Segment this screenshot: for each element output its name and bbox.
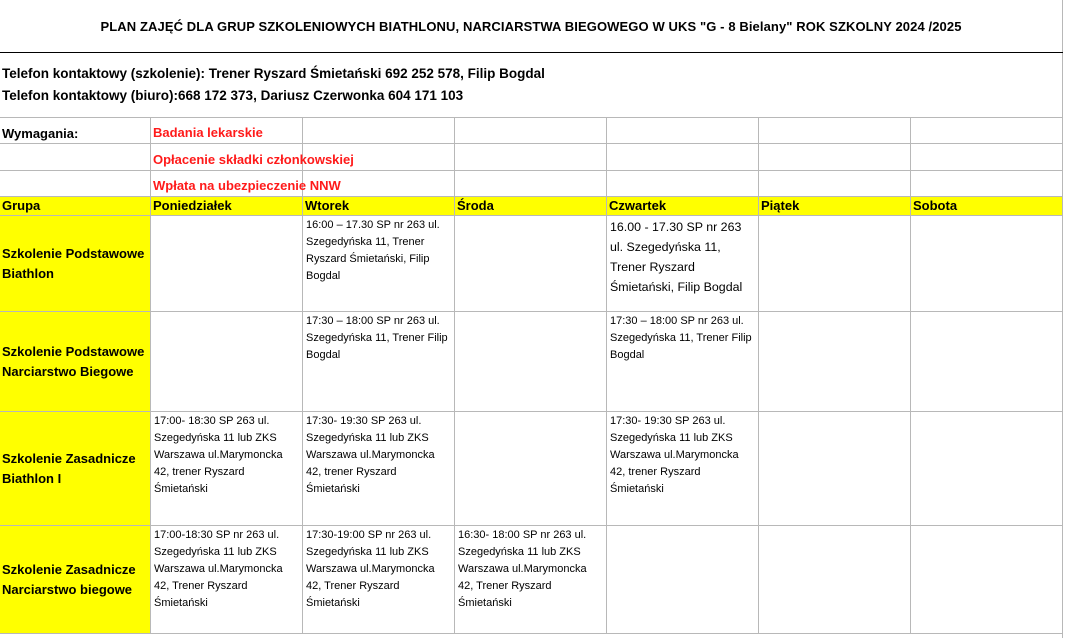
schedule-cell: 16:00 – 17.30 SP nr 263 ul. Szegedyńska 11, Trener Ryszard Śmietański, Filip Bogdal — [306, 219, 440, 282]
header-monday: Poniedziałek — [151, 197, 302, 215]
grid-line — [0, 215, 1063, 216]
contact-office-phone: Telefon kontaktowy (biuro):668 172 373, Dariusz Czerwonka 604 171 103 — [2, 88, 464, 103]
requirement-item: Opłacenie składki członkowskiej — [153, 152, 354, 167]
group-name: Szkolenie Podstawowe Narciarstwo Biegowe — [2, 343, 145, 379]
grid-line — [0, 170, 1063, 171]
grid-line — [0, 52, 1063, 53]
header-thursday: Czwartek — [607, 197, 758, 215]
grid-line — [910, 117, 911, 633]
group-cell — [0, 526, 150, 633]
grid-line — [0, 117, 1063, 118]
requirement-item: Wpłata na ubezpieczenie NNW — [153, 178, 341, 193]
header-friday: Piątek — [759, 197, 910, 215]
schedule-cell: 16.00 - 17.30 SP nr 263 ul. Szegedyńska 11, Trener Ryszard Śmietański, Filip Bogdal — [610, 220, 743, 294]
schedule-cell: 17:30 – 18:00 SP nr 263 ul. Szegedyńska 11, Trener Filip Bogdal — [306, 315, 448, 361]
group-cell — [0, 216, 150, 311]
schedule-cell: 17:30- 19:30 SP 263 ul. Szegedyńska 11 lub ZKS Warszawa ul.Marymoncka 42, trener Ryszard Śmietański — [306, 415, 435, 495]
header-wednesday: Środa — [455, 197, 606, 215]
group-cell — [0, 412, 150, 525]
schedule-cell: 16:30- 18:00 SP nr 263 ul. Szegedyńska 11 lub ZKS Warszawa ul.Marymoncka 42, Trener Ryszard Śmietański — [458, 529, 587, 609]
contact-training-phone: Telefon kontaktowy (szkolenie): Trener Ryszard Śmietański 692 252 578, Filip Bogdal — [2, 66, 545, 81]
group-name: Szkolenie Podstawowe Biathlon — [2, 245, 145, 281]
header-tuesday: Wtorek — [303, 197, 454, 215]
schedule-cell: 17:30- 19:30 SP 263 ul. Szegedyńska 11 lub ZKS Warszawa ul.Marymoncka 42, trener Ryszard Śmietański — [610, 415, 739, 495]
group-name: Szkolenie Zasadnicze Narciarstwo biegowe — [2, 561, 136, 597]
schedule-cell: 17:00-18:30 SP nr 263 ul. Szegedyńska 11 lub ZKS Warszawa ul.Marymoncka 42, Trener Ryszard Śmietański — [154, 529, 283, 609]
schedule-cell: 17:30-19:00 SP nr 263 ul. Szegedyńska 11 lub ZKS Warszawa ul.Marymoncka 42, Trener Ryszard Śmietański — [306, 529, 435, 609]
page-title: PLAN ZAJĘĆ DLA GRUP SZKOLENIOWYCH BIATHLONU, NARCIARSTWA BIEGOWEGO W UKS "G - 8 Bielany" ROK SZKOLNY 2024 /2025 — [100, 18, 962, 34]
grid-line — [758, 117, 759, 633]
grid-line — [1062, 0, 1063, 638]
header-saturday: Sobota — [911, 197, 1062, 215]
header-group: Grupa — [0, 197, 150, 215]
group-name: Szkolenie Zasadnicze Biathlon I — [2, 450, 136, 486]
grid-line — [0, 143, 1063, 144]
requirements-label: Wymagania: — [2, 126, 79, 141]
grid-line — [0, 633, 1063, 634]
grid-line — [0, 311, 1063, 312]
requirement-item: Badania lekarskie — [153, 125, 263, 140]
schedule-cell: 17:00- 18:30 SP 263 ul. Szegedyńska 11 lub ZKS Warszawa ul.Marymoncka 42, trener Ryszard Śmietański — [154, 415, 283, 495]
schedule-cell: 17:30 – 18:00 SP nr 263 ul. Szegedyńska 11, Trener Filip Bogdal — [610, 315, 752, 361]
group-cell — [0, 312, 150, 411]
